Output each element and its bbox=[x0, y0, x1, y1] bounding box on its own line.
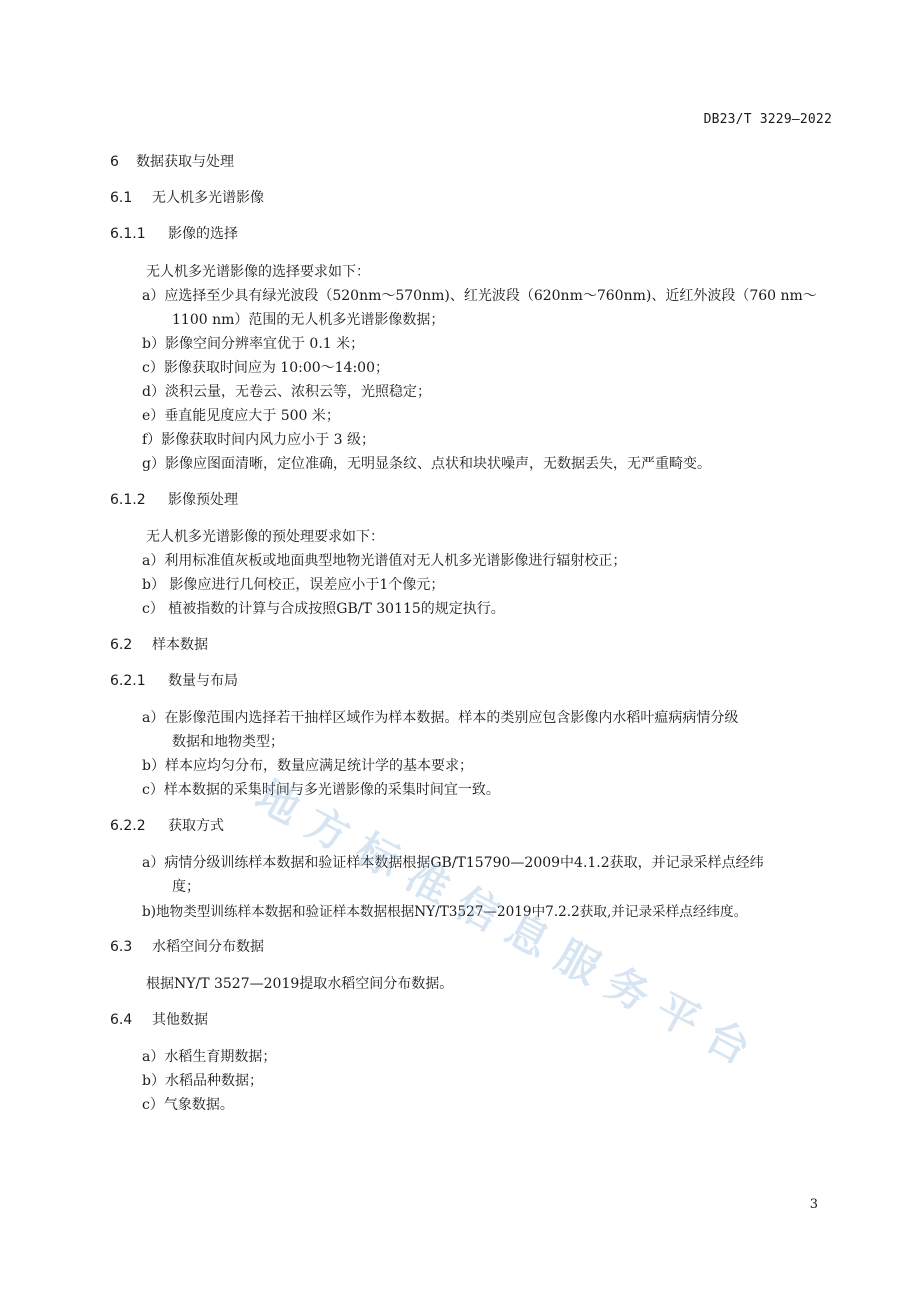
list-item-b: b）水稻品种数据； bbox=[142, 1073, 263, 1089]
heading-title: 影像预处理 bbox=[168, 492, 238, 508]
list-item-a: a）水稻生育期数据； bbox=[142, 1049, 277, 1065]
heading-6-2-1 bbox=[110, 670, 238, 690]
heading-number: 6.3 bbox=[110, 939, 133, 955]
watermark-char: 息 bbox=[497, 904, 558, 968]
page-number: 3 bbox=[809, 1197, 818, 1212]
heading-number: 6.2.1 bbox=[110, 673, 146, 689]
heading-6-2 bbox=[110, 634, 208, 654]
list-item-a-continued: 1100 nm）范围的无人机多光谱影像数据； bbox=[172, 312, 445, 328]
heading-title: 获取方式 bbox=[168, 818, 224, 834]
watermark-char: 平 bbox=[647, 984, 708, 1048]
list-item-c: c） 植被指数的计算与合成按照GB/T 30115的规定执行。 bbox=[142, 601, 505, 617]
heading-6 bbox=[110, 151, 234, 171]
list-item-e: e）垂直能见度应大于 500 米； bbox=[142, 408, 340, 424]
heading-number: 6.2 bbox=[110, 637, 133, 653]
heading-6-1 bbox=[110, 187, 264, 207]
watermark-char: 地 bbox=[247, 770, 308, 834]
watermark-char: 务 bbox=[597, 957, 658, 1021]
list-item-c: c）样本数据的采集时间与多光谱影像的采集时间宜一致。 bbox=[142, 782, 500, 798]
heading-6-2-2 bbox=[110, 815, 224, 835]
heading-title: 数量与布局 bbox=[168, 673, 238, 689]
watermark-char: 服 bbox=[547, 930, 608, 994]
list-item-g: g）影像应图面清晰，定位准确，无明显条纹、点状和块状噪声，无数据丢失，无严重畸变。 bbox=[142, 456, 711, 472]
list-item-a: a）应选择至少具有绿光波段（520nm～570nm)、红光波段（620nm～760nm)、近红外波段（760 nm～ bbox=[142, 288, 817, 304]
heading-6-3 bbox=[110, 936, 264, 956]
heading-6-1-1 bbox=[110, 223, 238, 243]
list-item-c: c）气象数据。 bbox=[142, 1097, 234, 1113]
heading-number: 6.4 bbox=[110, 1012, 133, 1028]
heading-number: 6.1.1 bbox=[110, 226, 146, 242]
heading-6-4 bbox=[110, 1009, 208, 1029]
list-item-f: f）影像获取时间内风力应小于 3 级； bbox=[142, 432, 375, 448]
paragraph-text: 根据NY/T 3527—2019提取水稻空间分布数据。 bbox=[146, 976, 454, 992]
heading-6-1-2 bbox=[110, 489, 238, 509]
paragraph-intro: 无人机多光谱影像的选择要求如下： bbox=[146, 264, 370, 280]
list-item-a-continued: 数据和地物类型； bbox=[172, 734, 284, 750]
heading-title: 水稻空间分布数据 bbox=[152, 939, 264, 955]
list-item-a-continued: 度； bbox=[172, 879, 200, 895]
heading-title: 其他数据 bbox=[152, 1012, 208, 1028]
list-item-b: b)地物类型训练样本数据和验证样本数据根据NY/T3527—2019中7.2.2获取,并记录采样点经纬度。 bbox=[142, 904, 748, 920]
list-item-b: b）影像空间分辨率宜优于 0.1 米； bbox=[142, 336, 365, 352]
watermark-char: 标 bbox=[347, 824, 408, 888]
watermark-char: 方 bbox=[297, 797, 358, 861]
heading-title: 数据获取与处理 bbox=[136, 154, 234, 170]
list-item-a: a）利用标准值灰板或地面典型地物光谱值对无人机多光谱影像进行辐射校正； bbox=[142, 553, 627, 569]
list-item-a: a）在影像范围内选择若干抽样区域作为样本数据。样本的类别应包含影像内水稻叶瘟病病情分级 bbox=[142, 710, 739, 726]
standard-code: DB23/T 3229—2022 bbox=[703, 112, 832, 127]
list-item-c: c）影像获取时间应为 10:00～14:00； bbox=[142, 360, 389, 376]
watermark-char: 信 bbox=[447, 877, 508, 941]
heading-number: 6.1 bbox=[110, 190, 133, 206]
list-item-b: b） 影像应进行几何校正，误差应小于1个像元； bbox=[142, 577, 445, 593]
heading-number: 6.2.2 bbox=[110, 818, 146, 834]
watermark-char: 准 bbox=[397, 850, 458, 914]
heading-title: 样本数据 bbox=[152, 637, 208, 653]
list-item-b: b）样本应均匀分布，数量应满足统计学的基本要求； bbox=[142, 758, 473, 774]
watermark-char: 台 bbox=[697, 1010, 758, 1074]
list-item-d: d）淡积云量，无卷云、浓积云等，光照稳定； bbox=[142, 384, 431, 400]
list-item-a: a）病情分级训练样本数据和验证样本数据根据GB/T15790—2009中4.1.2获取，并记录采样点经纬 bbox=[142, 855, 764, 871]
heading-number: 6 bbox=[110, 154, 119, 170]
paragraph-intro: 无人机多光谱影像的预处理要求如下： bbox=[146, 529, 384, 545]
heading-title: 无人机多光谱影像 bbox=[152, 190, 264, 206]
heading-title: 影像的选择 bbox=[168, 226, 238, 242]
heading-number: 6.1.2 bbox=[110, 492, 146, 508]
